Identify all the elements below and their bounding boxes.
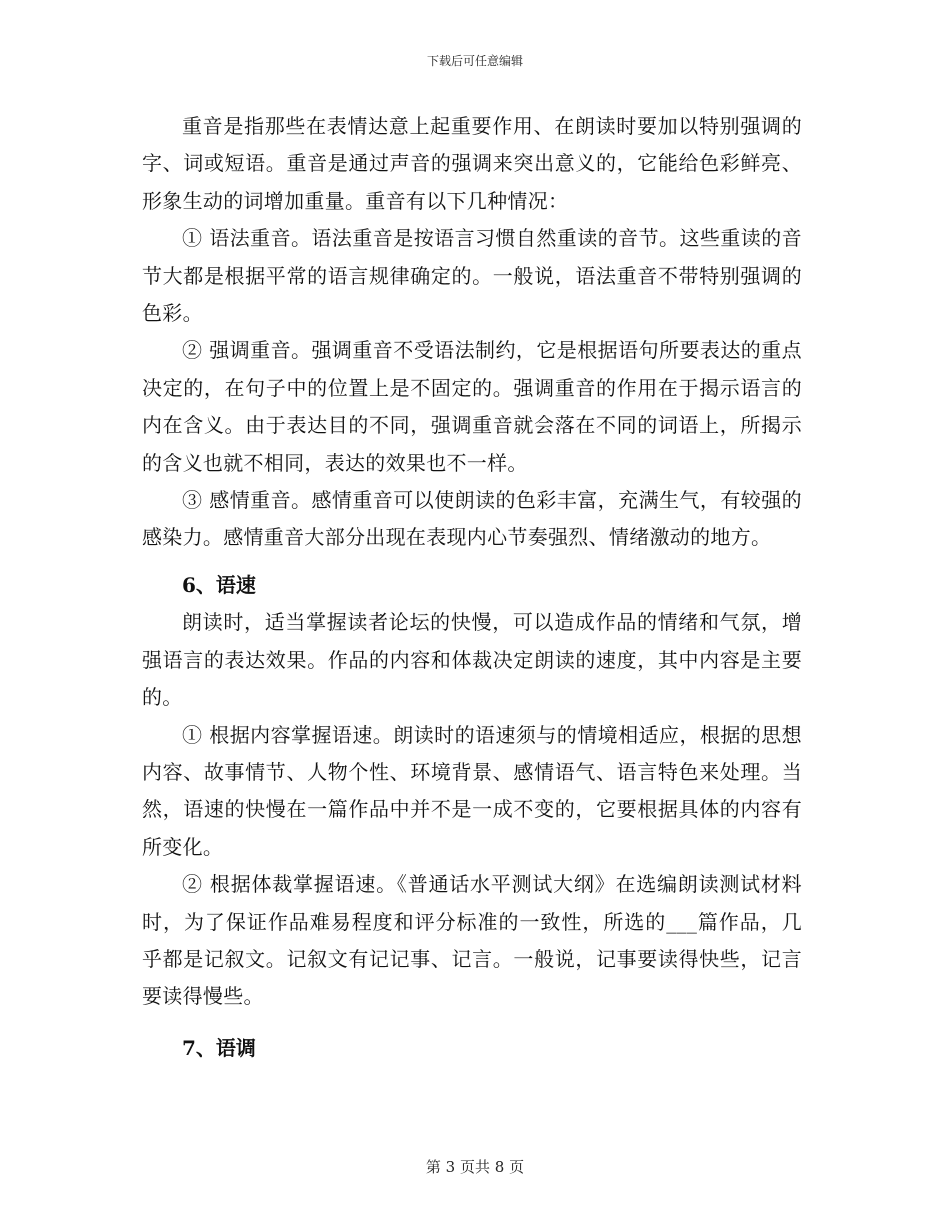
paragraph-rate-by-genre: ② 根据体裁掌握语速。《普通话水平测试大纲》在选编朗读测试材料时，为了保证作品难易程度和评分标准的一致性，所选的___篇作品，几乎都是记叙文。记叙文有记记事、记言。一般说，记事要读得快些，记言要读得慢些。: [142, 872, 802, 1009]
page-header: 下载后可任意编辑: [426, 54, 523, 68]
paragraph-grammatical-stress: ① 语法重音。语法重音是按语言习惯自然重读的音节。这些重读的音节大都是根据平常的语言规律确定的。一般说，语法重音不带特别强调的色彩。: [142, 226, 802, 326]
section-heading-speech-rate: 6、语速: [182, 572, 256, 597]
section-heading-intonation: 7、语调: [182, 1035, 256, 1060]
paragraph-emotional-stress: ③ 感情重音。感情重音可以使朗读的色彩丰富，充满生气，有较强的感染力。感情重音大部分出现在表现内心节奏强烈、情绪激动的地方。: [142, 488, 802, 550]
page-footer: 第 3 页共 8 页: [425, 1158, 525, 1176]
paragraph-stress-definition: 重音是指那些在表情达意上起重要作用、在朗读时要加以特别强调的字、词或短语。重音是通过声音的强调来突出意义的，它能给色彩鲜亮、形象生动的词增加重量。重音有以下几种情况：: [142, 114, 802, 213]
paragraph-emphatic-stress: ② 强调重音。强调重音不受语法制约，它是根据语句所要表达的重点决定的，在句子中的位置上是不固定的。强调重音的作用在于揭示语言的内在含义。由于表达目的不同，强调重音就会落在不同的词语上，所揭示的含义也就不相同，表达的效果也不一样。: [142, 338, 802, 475]
paragraph-rate-by-content: ① 根据内容掌握语速。朗读时的语速须与的情境相适应，根据的思想内容、故事情节、人物个性、环境背景、感情语气、语言特色来处理。当然，语速的快慢在一篇作品中并不是一成不变的，它要根据具体的内容有所变化。: [142, 722, 802, 859]
paragraph-speech-rate-intro: 朗读时，适当掌握读者论坛的快慢，可以造成作品的情绪和气氛，增强语言的表达效果。作品的内容和体裁决定朗读的速度，其中内容是主要的。: [142, 610, 802, 710]
document-body: [142, 108, 802, 1067]
